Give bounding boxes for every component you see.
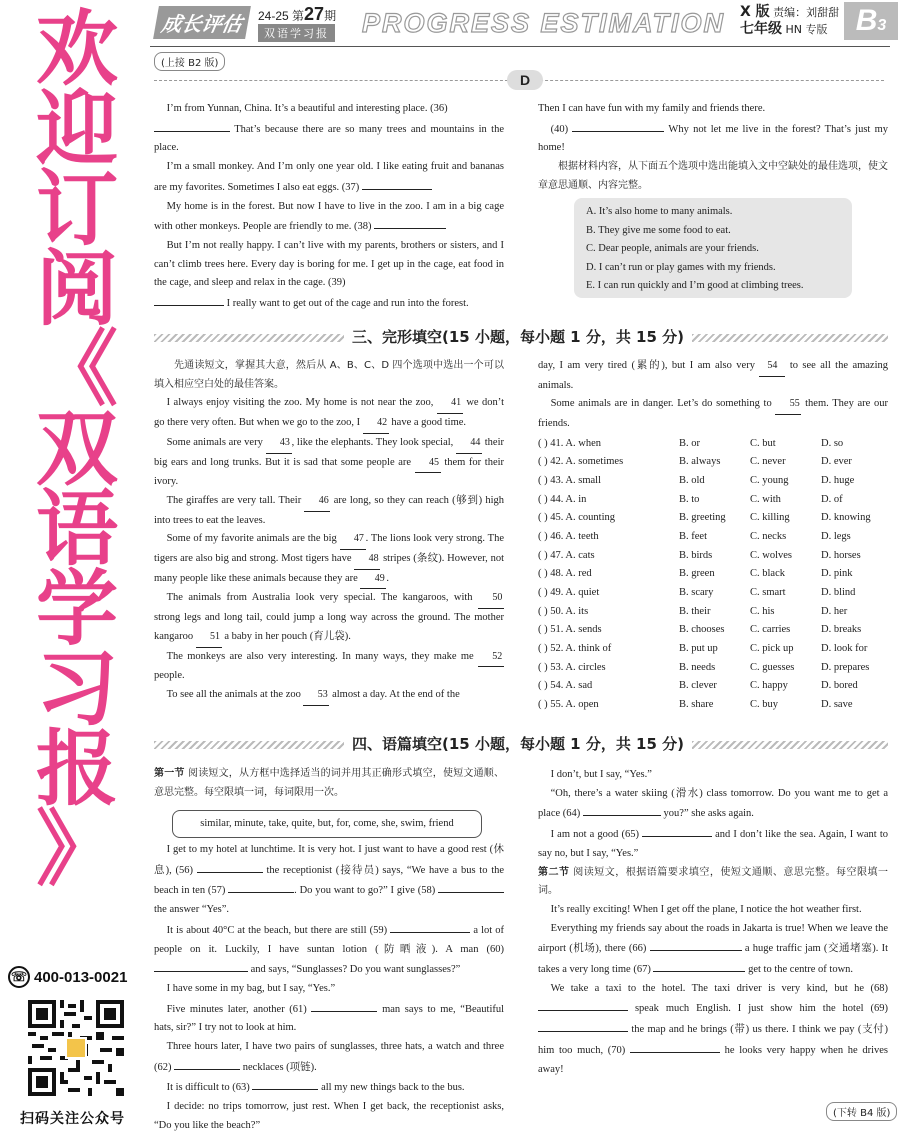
text: Five minutes later, another (61) <box>166 1003 307 1015</box>
cloze-passage-left <box>154 357 504 706</box>
text: To see all the animals at the zoo <box>166 688 301 700</box>
option-d: D. breaks <box>821 624 862 636</box>
text: Then I can have fun with my family and friends there. <box>538 103 766 114</box>
option-d: D. prepares <box>821 661 870 673</box>
option-d: D. knowing <box>821 512 871 524</box>
text: I’m from Yunnan, China. It’s a beautiful and interesting place. (36) <box>166 103 448 114</box>
paragraph <box>154 394 504 433</box>
paragraph <box>154 1098 504 1132</box>
blank-number: 48 <box>354 550 380 570</box>
blank-number: 47 <box>340 530 366 550</box>
option-d: D. blind <box>821 587 856 599</box>
page-letter: B <box>855 4 878 37</box>
blank-number: 45 <box>415 454 441 474</box>
brand-logo: 成长评估 <box>153 6 251 39</box>
text: them. They are our friends. <box>538 398 889 430</box>
reading-d-right <box>538 100 888 196</box>
blank-number: 43 <box>266 434 292 454</box>
text: Three hours later, I have two pairs of sunglasses, three hats, a watch and three (62) <box>154 1041 504 1073</box>
option-d: D. look for <box>821 643 868 655</box>
text: (40) <box>550 123 569 135</box>
text: Some animals are very <box>166 436 263 448</box>
question-a: ( ) 45. A. counting <box>538 512 615 524</box>
option-b: B. old <box>679 475 705 487</box>
text: I decide: no trips tomorrow, just rest. When I get back, the receptionist asks, “Do you like the beach?” <box>154 1101 504 1131</box>
answer-blank <box>650 938 742 951</box>
blank-number: 46 <box>304 492 330 512</box>
text: , like the elephants. They look special, <box>291 436 454 448</box>
text: I always enjoy visiting the zoo. My home is not near the zoo, <box>166 397 434 409</box>
paragraph <box>154 686 504 706</box>
section-title-passage <box>154 735 888 755</box>
text: people. <box>154 670 185 682</box>
text: . <box>386 572 390 584</box>
option-b: B. chooses <box>679 624 725 636</box>
answer-blank <box>374 216 446 229</box>
paragraph <box>154 980 504 999</box>
option-c: C. carries <box>750 624 791 636</box>
paragraph <box>154 920 504 980</box>
blank-number: 55 <box>775 395 801 415</box>
cloze-passage-right <box>538 357 888 434</box>
option: B. They give me some food to eat. <box>586 224 731 236</box>
table-row <box>538 621 888 640</box>
answer-blank <box>642 824 712 837</box>
option-b: B. scary <box>679 587 714 599</box>
question-a: ( ) 41. A. when <box>538 437 601 449</box>
option: D. I can’t run or play games with my friends. <box>586 261 776 273</box>
blank-number: 53 <box>303 686 329 706</box>
option-c: C. with <box>750 493 781 505</box>
option: A. It’s also home to many animals. <box>586 206 733 217</box>
paragraph <box>538 920 888 980</box>
blank-number: 44 <box>456 434 482 454</box>
table-row <box>538 658 888 677</box>
text: My home is in the forest. But now I have to live in the zoo. I am in a big cage with other monkeys. People are friendly to me. (38) <box>154 200 504 233</box>
answer-blank <box>197 860 263 873</box>
promo-char: 《 <box>35 322 118 417</box>
question-a: ( ) 52. A. think of <box>538 643 612 655</box>
text: 阅读短文，根据语篇要求填空，使短文通顺、意思完整。每空限填一词。 <box>538 866 889 897</box>
passage-right <box>538 766 888 1079</box>
promo-char: 语 <box>35 482 118 577</box>
text: the receptionist (接待员) says, “We have a bus to the beach in ten (57) <box>154 864 505 897</box>
promo-char: 迎 <box>35 82 118 177</box>
edition-info <box>740 4 839 38</box>
answer-blank <box>538 1019 628 1032</box>
blank-number: 51 <box>196 628 222 648</box>
table-row <box>538 527 888 546</box>
text: and I don’t like the sea. Again, I want to say no, but I say, “Yes.” <box>538 829 888 859</box>
promo-char: 订 <box>35 162 118 257</box>
text: day, I am very tired (累的), but I am also very <box>538 360 755 371</box>
option-b: B. green <box>679 568 715 580</box>
text: “Oh, there’s a water skiing (滑水) class tomorrow. Do you want me to get a place (64) <box>538 787 888 820</box>
option-c: C. never <box>750 456 786 468</box>
issue-suffix: 期 <box>324 9 337 23</box>
answer-blank <box>362 177 432 190</box>
option-d: D. huge <box>821 475 855 487</box>
text: he looks very happy when he drives away! <box>538 1044 889 1075</box>
text: their big ears and long trunks. But it is sad that some people are <box>154 436 504 468</box>
option-c: C. young <box>750 475 789 487</box>
paragraph <box>154 841 504 920</box>
text: a baby in her pouch (育儿袋). <box>224 630 351 642</box>
blank-number: 42 <box>363 414 389 434</box>
option-b: B. greeting <box>679 512 726 524</box>
text: Some animals are in danger. Let’s do something to <box>550 398 772 410</box>
option-d: D. pink <box>821 568 853 580</box>
special-edition: HN 专版 <box>785 23 828 36</box>
phone-icon: ☏ <box>8 966 30 988</box>
question-a: ( ) 53. A. circles <box>538 661 606 673</box>
paragraph <box>154 1038 504 1077</box>
options-box <box>574 198 852 298</box>
paragraph <box>154 198 504 237</box>
word-box: similar, minute, take, quite, but, for, come, she, swim, friend <box>172 810 482 838</box>
paragraph <box>154 999 504 1038</box>
page-number: 3 <box>877 17 887 34</box>
qr-code-icon <box>28 1000 124 1096</box>
paragraph <box>538 766 888 785</box>
paragraph <box>538 395 888 433</box>
table-row <box>538 602 888 621</box>
text: . Do you want to go?” I give (58) <box>294 885 436 897</box>
answer-blank <box>154 119 230 132</box>
option-c: C. pick up <box>750 643 794 655</box>
question-a: ( ) 48. A. red <box>538 568 592 580</box>
question-a: ( ) 47. A. cats <box>538 549 595 561</box>
text: a huge traffic jam (交通堵塞). It takes a very long time (67) <box>538 943 889 976</box>
issue-prefix: 24-25 第 <box>258 9 305 23</box>
page-badge <box>844 2 898 40</box>
option-d: D. so <box>821 437 844 449</box>
option-c: C. wolves <box>750 549 792 561</box>
table-row <box>538 695 888 714</box>
table-row <box>538 453 888 472</box>
answer-blank <box>154 959 248 972</box>
option-d: D. bored <box>821 680 858 692</box>
text: stripes (条纹). However, not many people like these animals because they are <box>154 553 505 584</box>
text: It is difficult to (63) <box>166 1082 250 1094</box>
instruction <box>538 864 888 901</box>
grade: 七年级 <box>740 21 782 37</box>
text: strong legs and long tail, could jump a long way across the ground. The mother kangaroo <box>154 612 504 642</box>
option-c: C. his <box>750 605 775 617</box>
section-title-text: 三、完形填空(15 小题，每小题 1 分，共 15 分) <box>344 326 692 347</box>
option-c: C. guesses <box>750 661 795 673</box>
cloze-options-table <box>538 434 888 714</box>
promo-slogan <box>22 2 132 897</box>
paragraph <box>154 434 504 492</box>
paragraph <box>538 980 888 1080</box>
option-b: B. birds <box>679 549 713 561</box>
text: them for their ivory. <box>154 456 505 488</box>
text: But I’m not really happy. I can’t live with my parents, brothers or sisters, and I can’t climb trees here. Every day is boring for me. I get up in the cage, eat food in the cage, and sleep and relax in the cage. (39) <box>154 239 504 289</box>
text: I have some in my bag, but I say, “Yes.” <box>166 982 336 994</box>
option-d: D. save <box>821 699 853 711</box>
table-row <box>538 509 888 528</box>
part-label: 第二节 <box>538 866 570 878</box>
answer-blank <box>174 1057 240 1070</box>
issue-number <box>258 4 336 25</box>
option-b: B. to <box>679 493 700 505</box>
question-a: ( ) 43. A. small <box>538 475 601 487</box>
hotline-number: 400-013-0021 <box>34 968 128 986</box>
paragraph <box>154 100 504 119</box>
banner-title: PROGRESS ESTIMATION <box>362 8 726 38</box>
text: Some of my favorite animals are the big <box>166 533 337 545</box>
section-title-text: 四、语篇填空(15 小题，每小题 1 分，共 15 分) <box>344 733 692 754</box>
text: I really want to get out of the cage and run into the forest. <box>226 298 469 310</box>
question-a: ( ) 55. A. open <box>538 699 599 711</box>
option-b: B. put up <box>679 643 718 655</box>
option-b: B. always <box>679 456 721 468</box>
text: 阅读短文，从方框中选择适当的词并用其正确形式填空，使短文通顺、意思完整。每空限填一词，每词限用一次。 <box>154 768 505 798</box>
option-d: D. horses <box>821 549 861 561</box>
text: almost a day. At the end of the <box>332 688 460 700</box>
text: the answer “Yes”. <box>154 904 230 916</box>
paragraph <box>154 648 504 686</box>
table-row <box>538 565 888 584</box>
promo-char: 报 <box>35 722 118 817</box>
page-header <box>150 0 900 46</box>
answer-blank <box>630 1040 720 1053</box>
text: I am not a good (65) <box>550 829 639 841</box>
option-d: D. her <box>821 605 848 617</box>
text: we don’t go there very often. But when we go to the zoo, I <box>154 397 505 429</box>
option-c: C. happy <box>750 680 788 692</box>
option-c: C. smart <box>750 587 786 599</box>
blank-number: 49 <box>360 570 386 590</box>
paragraph <box>538 824 888 863</box>
table-row <box>538 434 888 453</box>
edition-label: X 版 <box>740 4 770 20</box>
header-rule <box>150 46 890 47</box>
text: to see all the amazing animals. <box>538 360 889 391</box>
option-b: B. needs <box>679 661 716 673</box>
instruction: 先通读短文，掌握其大意，然后从 A、B、C、D 四个选项中选出一个可以填入相应空白处的最佳答案。 <box>154 360 504 390</box>
text: That’s because there are so many trees and mountains in the place. <box>154 123 505 154</box>
answer-blank <box>653 959 745 972</box>
table-row <box>538 583 888 602</box>
option-c: C. necks <box>750 531 787 543</box>
text: and says, “Sunglasses? Do you want sunglasses?” <box>250 964 461 976</box>
answer-blank <box>538 998 628 1011</box>
answer-blank <box>390 920 470 933</box>
text: all my new things back to the bus. <box>321 1082 465 1094</box>
reading-d-left <box>154 100 504 314</box>
passage-left <box>154 841 504 1132</box>
text: The animals from Australia look very special. The kangaroos, with <box>166 592 473 604</box>
promo-char: 阅 <box>35 242 118 337</box>
paragraph <box>154 1077 504 1098</box>
paragraph <box>154 237 504 293</box>
passage-instruction-left <box>154 765 504 802</box>
paragraph <box>538 100 888 119</box>
option: E. I can run quickly and I’m good at climbing trees. <box>586 280 804 292</box>
promo-char: 习 <box>35 642 118 737</box>
text: It’s really exciting! When I get off the plane, I notice the hot weather first. <box>550 903 862 915</box>
paragraph <box>154 158 504 197</box>
instruction: 根据材料内容，从下面五个选项中选出能填入文中空缺处的最佳选项，使文章意思通顺、内容完整。 <box>538 161 888 191</box>
continued-to: (下转 B4 版) <box>826 1102 897 1121</box>
promo-char: 双 <box>35 402 118 497</box>
text: It is about 40°C at the beach, but there are still (59) <box>166 924 388 936</box>
answer-blank <box>228 880 294 893</box>
paragraph <box>538 119 888 158</box>
section-title-cloze <box>154 328 888 348</box>
paper-name: 双语学习报 <box>258 24 335 42</box>
option-b: B. or <box>679 437 700 449</box>
promo-strip <box>0 0 150 1132</box>
text: I get to my hotel at lunchtime. It is very hot. I just want to have a good rest (休息), (56) <box>154 844 504 876</box>
hotline <box>8 966 127 988</box>
text: speak much English. I just show him the hotel (69) <box>634 1003 889 1015</box>
paragraph <box>154 119 504 158</box>
option-d: D. of <box>821 493 843 505</box>
table-row <box>538 490 888 509</box>
text: The giraffes are very tall. Their <box>166 494 302 506</box>
table-row <box>538 546 888 565</box>
editor: 责编：刘甜甜 <box>773 6 840 19</box>
question-a: ( ) 49. A. quiet <box>538 587 600 599</box>
answer-blank <box>154 293 224 306</box>
table-row <box>538 471 888 490</box>
text: I don’t, but I say, “Yes.” <box>550 769 652 780</box>
option-d: D. ever <box>821 456 852 468</box>
paragraph <box>538 785 888 824</box>
text: you?” she asks again. <box>663 808 754 820</box>
blank-number: 54 <box>759 357 785 377</box>
option-b: B. their <box>679 605 711 617</box>
text: Everything my friends say about the roads in Jakarta is true! When we leave the airport (机场), there (66) <box>538 922 888 955</box>
text: get to the centre of town. <box>748 964 854 976</box>
paragraph <box>154 589 504 647</box>
blank-number: 50 <box>478 589 504 609</box>
question-a: ( ) 51. A. sends <box>538 624 602 636</box>
option-c: C. but <box>750 437 776 449</box>
promo-char: 欢 <box>35 2 118 97</box>
part-label: 第一节 <box>154 768 185 779</box>
blank-number: 41 <box>437 394 463 414</box>
paragraph <box>154 293 504 314</box>
text: necklaces (项链). <box>242 1061 317 1073</box>
question-a: ( ) 54. A. sad <box>538 680 593 692</box>
promo-char: 》 <box>35 802 118 897</box>
text: are long, so they can reach (够到) high into trees to eat the leaves. <box>154 494 505 526</box>
text: The monkeys are also very interesting. In many ways, they make me <box>166 650 474 662</box>
question-a: ( ) 44. A. in <box>538 493 587 505</box>
text: the map and he brings (带) us there. I think we pay (支付) him too much, (70) <box>538 1024 888 1056</box>
option-b: B. share <box>679 699 714 711</box>
answer-blank <box>438 880 504 893</box>
text: We take a taxi to the hotel. The taxi driver is very kind, but he (68) <box>550 982 888 994</box>
text: man says to me, “Beautiful hats, sir?” I try not to look at him. <box>154 1003 505 1034</box>
answer-blank <box>572 119 664 132</box>
text: Why not let me live in the forest? That’s just my home! <box>538 123 888 154</box>
qr-caption: 扫码关注公众号 <box>20 1111 125 1127</box>
continued-from: (上接 B2 版) <box>154 52 225 71</box>
option-d: D. legs <box>821 531 851 543</box>
paragraph <box>154 530 504 589</box>
question-a: ( ) 46. A. teeth <box>538 531 599 543</box>
option-b: B. feet <box>679 531 707 543</box>
section-d-badge: D <box>507 70 543 90</box>
answer-blank <box>311 999 377 1012</box>
text: I’m a small monkey. And I’m only one year old. I like eating fruit and bananas are my favorites. Sometimes I also eat eggs. (37) <box>154 161 504 193</box>
question-a: ( ) 42. A. sometimes <box>538 456 624 468</box>
paragraph <box>538 357 888 395</box>
text: a lot of people on it. Luckily, I have suntan lotion (防晒液). A man (60) <box>154 924 505 955</box>
paragraph <box>538 901 888 920</box>
instruction <box>154 765 504 802</box>
option-c: C. killing <box>750 512 790 524</box>
option-c: C. buy <box>750 699 779 711</box>
option-b: B. clever <box>679 680 717 692</box>
table-row <box>538 677 888 696</box>
answer-blank <box>583 803 661 816</box>
option: C. Dear people, animals are your friends. <box>586 243 759 255</box>
answer-blank <box>252 1077 318 1090</box>
option-c: C. black <box>750 568 785 580</box>
text: have a good time. <box>391 417 467 429</box>
text: . The lions look very strong. The tigers are also big and strong. Most tigers have <box>154 533 505 565</box>
table-row <box>538 639 888 658</box>
question-a: ( ) 50. A. its <box>538 605 589 617</box>
promo-char: 学 <box>35 562 118 657</box>
blank-number: 52 <box>478 648 504 668</box>
issue-value: 27 <box>304 4 325 24</box>
paragraph <box>154 492 504 530</box>
